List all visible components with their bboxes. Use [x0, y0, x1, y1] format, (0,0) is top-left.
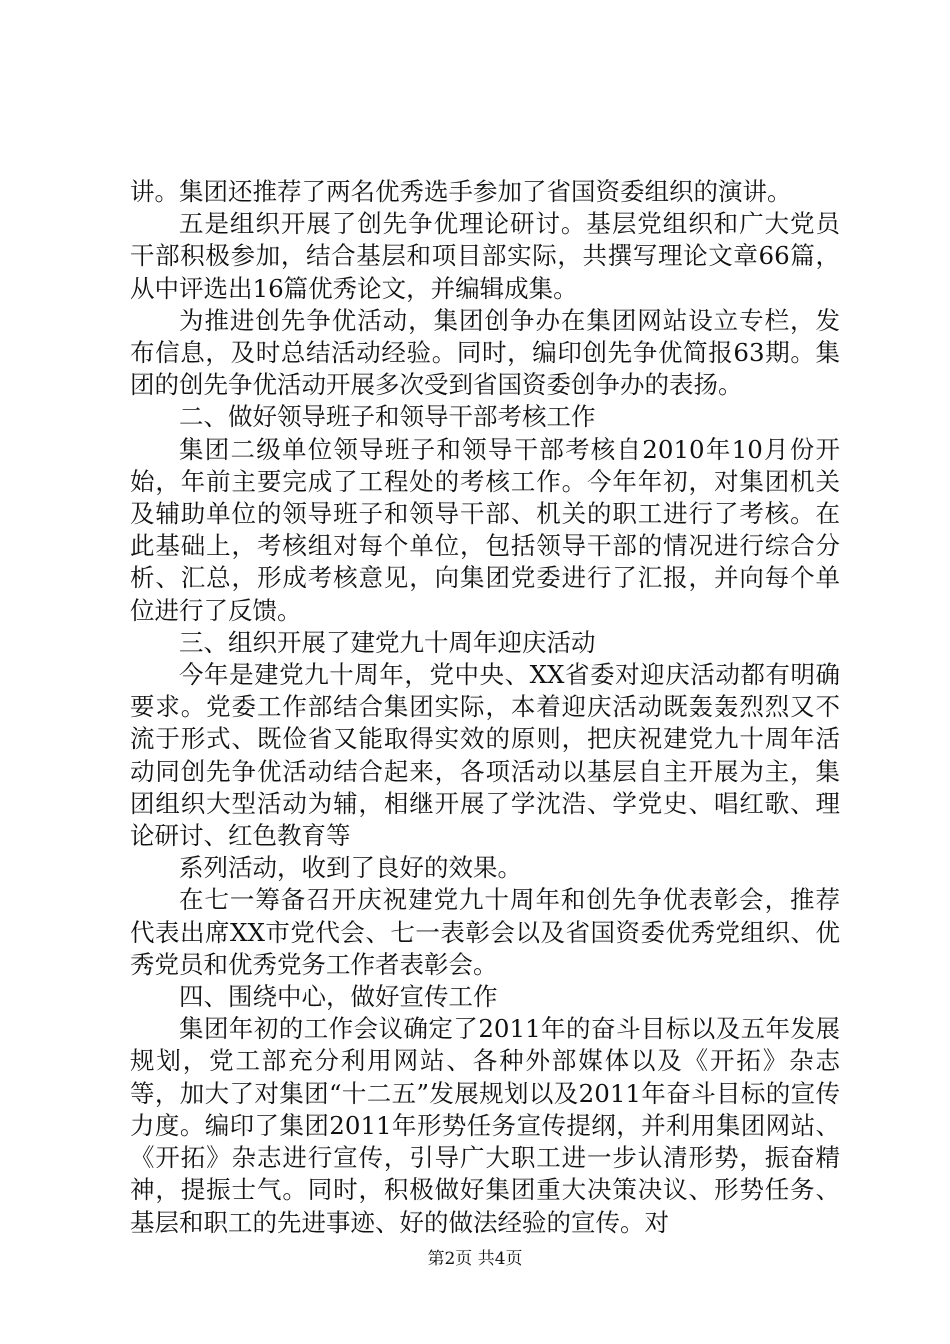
paragraph: 集团二级单位领导班子和领导干部考核自2010年10月份开始，年前主要完成了工程处的考核工作。今年年初，对集团机关及辅助单位的领导班子和领导干部、机关的职工进行了考核。在此基础上，考核组对每个单位，包括领导干部的情况进行综合分析、汇总，形成考核意见，向集团党委进行了汇报，并向每个单位进行了反馈。 — [130, 434, 840, 625]
page-footer: 第2页 共4页 — [427, 1249, 523, 1269]
document-body — [130, 176, 840, 1239]
section-heading: 二、做好领导班子和领导干部考核工作 — [179, 402, 596, 432]
paragraph: 为推进创先争优活动，集团创争办在集团网站设立专栏，发布信息，及时总结活动经验。同时，编印创先争优简报63期。集团的创先争优活动开展多次受到省国资委创争办的表扬。 — [130, 305, 840, 400]
section-heading: 四、围绕中心，做好宣传工作 — [179, 982, 498, 1012]
paragraph: 在七一筹备召开庆祝建党九十周年和创先争优表彰会，推荐代表出席XX市党代会、七一表彰会以及省国资委优秀党组织、优秀党员和优秀党务工作者表彰会。 — [130, 885, 840, 979]
paragraph: 系列活动，收到了良好的效果。 — [179, 853, 522, 883]
paragraph: 集团年初的工作会议确定了2011年的奋斗目标以及五年发展规划，党工部充分利用网站、各种外部媒体以及《开拓》杂志等，加大了对集团“十二五”发展规划以及2011年奋斗目标的宣传力度。编印了集团2011年形势任务宣传提纲，并利用集团网站、《开拓》杂志进行宣传，引导广大职工进一步认清形势，振奋精神，提振士气。同时，积极做好集团重大决策决议、形势任务、基层和职工的先进事迹、好的做法经验的宣传。对 — [130, 1014, 840, 1237]
paragraph: 讲。集团还推荐了两名优秀选手参加了省国资委组织的演讲。 — [130, 177, 792, 206]
section-heading: 三、组织开展了建党九十周年迎庆活动 — [179, 627, 596, 657]
paragraph: 五是组织开展了创先争优理论研讨。基层党组织和广大党员干部积极参加，结合基层和项目部实际，共撰写理论文章66篇，从中评选出16篇优秀论文，并编辑成集。 — [130, 209, 840, 303]
paragraph: 今年是建党九十周年，党中央、XX省委对迎庆活动都有明确要求。党委工作部结合集团实际，本着迎庆活动既轰轰烈烈又不流于形式、既俭省又能取得实效的原则，把庆祝建党九十周年活动同创先争优活动结合起来，各项活动以基层自主开展为主，集团组织大型活动为辅，相继开展了学沈浩、学党史、唱红歌、理论研讨、红色教育等 — [130, 660, 840, 851]
